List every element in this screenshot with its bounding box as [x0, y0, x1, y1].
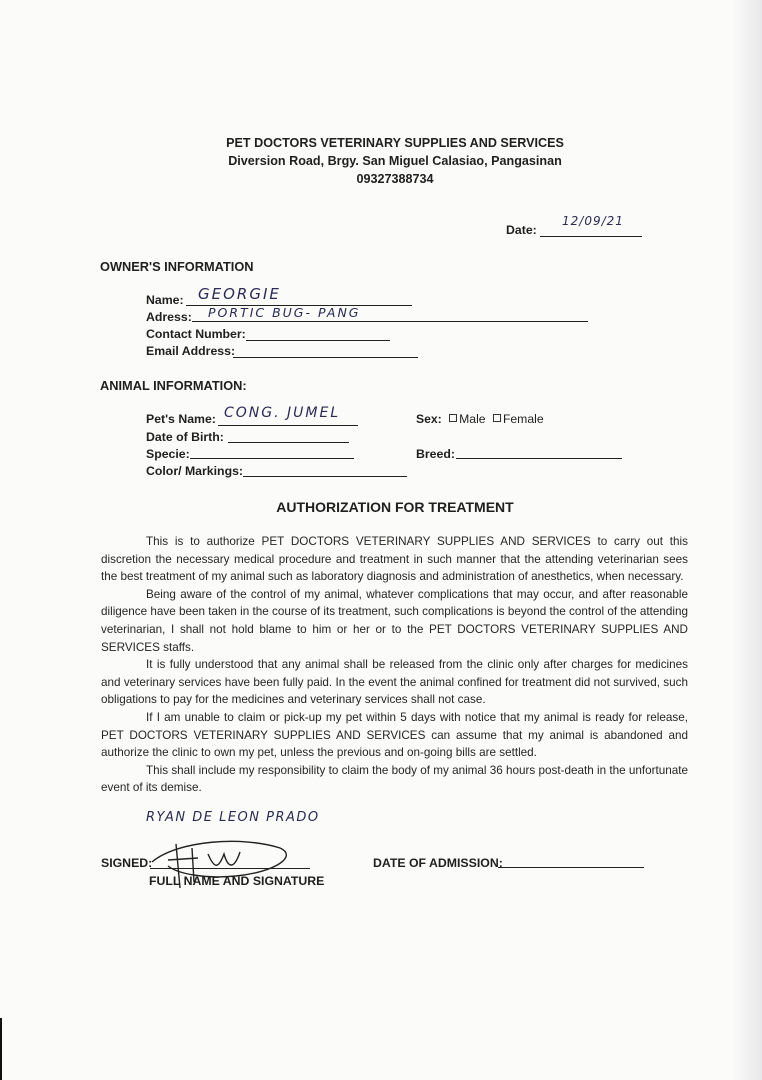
male-checkbox[interactable] — [449, 414, 457, 422]
owner-name-label: Name: — [146, 293, 184, 307]
clinic-name: PET DOCTORS VETERINARY SUPPLIES AND SERVICES — [226, 136, 564, 150]
signature-line — [150, 868, 310, 869]
paragraph-5: This shall include my responsibility to claim the body of my animal 36 hours post-death in the unfortunate event of its demise. — [101, 763, 688, 795]
date-label: Date: — [506, 223, 537, 237]
sex-label: Sex: — [416, 412, 442, 426]
color-line — [243, 476, 407, 477]
dob-line — [228, 442, 349, 443]
owner-address-line — [192, 321, 588, 322]
contact-label: Contact Number: — [146, 327, 246, 341]
pet-name-label: Pet's Name: — [146, 412, 216, 426]
paragraph-3: It is fully understood that any animal shall be released from the clinic only after charges for medicines and veterinary services have been fully paid. In the event the animal confined for treatment did not survived, such obligations to pay for the medicines and veterinary services shall not case. — [101, 658, 688, 707]
full-name-signature-label: FULL NAME AND SIGNATURE — [149, 874, 325, 888]
pet-name-value: CONG. JUMEL — [224, 405, 341, 421]
pet-name-line — [218, 425, 358, 426]
admission-date-line — [498, 867, 644, 868]
signed-label: SIGNED: — [101, 856, 153, 870]
owner-address-label: Adress: — [146, 310, 192, 324]
sex-male-text: Male — [459, 412, 486, 426]
email-line — [233, 357, 418, 358]
scan-edge-mark — [0, 1018, 2, 1080]
paragraph-2: Being aware of the control of my animal, whatever complications that may occur, and after reasonable diligence have been taken in the course of its treatment, such complications is beyond the control of the attending veterinarian, I shall not hold blame to him or her or to the PET DOCTORS VETERINARY SUPPLIES AND SERVICES staffs. — [101, 587, 688, 654]
owner-address-value: PORTIC BUG- PANG — [208, 305, 361, 320]
owner-name-value: GEORGIE — [198, 285, 281, 303]
date-value: 12/09/21 — [562, 214, 624, 228]
owner-heading: OWNER'S INFORMATION — [100, 259, 254, 274]
handwritten-full-name: RYAN DE LEON PRADO — [146, 810, 320, 825]
email-label: Email Address: — [146, 344, 236, 358]
clinic-address: Diversion Road, Brgy. San Miguel Calasiao, Pangasinan — [228, 154, 562, 168]
date-line — [540, 236, 642, 237]
breed-line — [456, 458, 622, 459]
authorization-title: AUTHORIZATION FOR TREATMENT — [276, 499, 514, 515]
sex-female-text: Female — [502, 412, 544, 426]
specie-line — [190, 458, 354, 459]
specie-label: Specie: — [146, 447, 190, 461]
scan-edge-shadow — [732, 0, 762, 1080]
color-label: Color/ Markings: — [146, 464, 244, 478]
paragraph-1: This is to authorize PET DOCTORS VETERINARY SUPPLIES AND SERVICES to carry out this discretion the necessary medical procedure and treatment in such manner that the attending veterinarian sees the best treatment of my animal such as laboratory diagnosis and administration of anesthetics, when necessary. — [101, 535, 688, 584]
paragraph-4: If I am unable to claim or pick-up my pet within 5 days with notice that my animal is ready for release, PET DOCTORS VETERINARY SUPPLIES AND SERVICES can assume that my animal is abandoned and authorize the clinic to own my pet, unless the previous and on-going bills are settled. — [101, 710, 688, 760]
contact-line — [246, 340, 390, 341]
dob-label: Date of Birth: — [146, 430, 224, 444]
breed-label: Breed: — [416, 447, 455, 461]
sex-field — [416, 412, 544, 426]
clinic-phone: 09327388734 — [356, 172, 434, 186]
authorization-body — [101, 533, 688, 797]
admission-date-label: DATE OF ADMISSION: — [373, 856, 503, 870]
animal-heading: ANIMAL INFORMATION: — [100, 378, 247, 393]
female-checkbox[interactable] — [493, 414, 501, 422]
